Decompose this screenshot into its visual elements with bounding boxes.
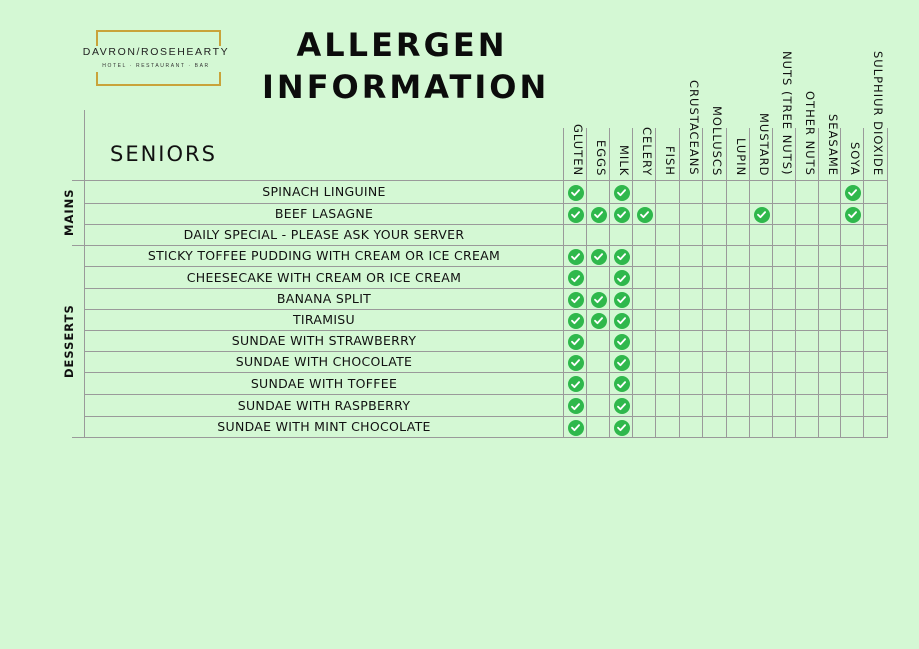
row-divider [84,330,888,331]
check-icon [568,249,584,265]
dish-name: SUNDAE WITH TOFFEE [250,375,398,391]
allergen-header-label: FISH [663,146,677,176]
allergen-header [795,38,817,178]
check-icon [614,355,630,371]
row-divider [84,266,888,267]
category-label: DESSERTS [62,304,76,378]
allergen-header-label: SOYA [848,142,862,176]
dish-name: SPINACH LINGUINE [262,184,386,199]
allergen-column-divider [887,128,888,437]
row-divider [84,203,888,204]
check-icon [568,355,584,371]
category-label: MAINS [62,188,76,237]
row-divider [72,180,888,181]
allergen-header-label: CRUSTACEANS [687,80,701,176]
allergen-header-label: SEASAME [826,113,840,176]
row-divider [84,309,888,310]
logo-frame-bottom [96,72,221,86]
check-icon [614,420,630,436]
row-divider [84,351,888,352]
dish-name: CHEESECAKE WITH CREAM OR ICE CREAM [186,269,462,285]
check-icon [568,420,584,436]
check-icon [614,270,630,286]
check-icon [614,313,630,329]
row-divider [84,394,888,395]
allergen-header [679,38,701,178]
row-divider [84,224,888,225]
allergen-header-label: MUSTARD [757,112,771,176]
allergen-header-label: CELERY [640,126,654,176]
logo-name: DAVRON/ROSEHEARTY [82,46,230,58]
allergen-header-label: MOLLUSCS [710,105,724,176]
allergen-header [863,38,885,178]
allergen-header [772,38,794,178]
row-divider [72,245,888,246]
dish-name: SUNDAE WITH MINT CHOCOLATE [217,419,431,434]
check-icon [614,207,630,223]
allergen-header [655,38,677,178]
check-icon [614,185,630,201]
check-icon [591,313,607,329]
check-icon [568,185,584,201]
check-icon [568,207,584,223]
check-icon [614,249,630,265]
row-divider [84,288,888,289]
allergen-header [749,38,771,178]
check-icon [614,398,630,414]
allergen-header [702,38,724,178]
check-icon [568,292,584,308]
row-divider [72,437,888,438]
check-icon [637,207,653,223]
check-icon [568,334,584,350]
row-divider [84,372,888,373]
check-icon [845,185,861,201]
allergen-header [586,38,608,178]
dish-name: SUNDAE WITH CHOCOLATE [235,354,413,369]
allergen-header [609,38,631,178]
check-icon [614,292,630,308]
allergen-header-label: MILK [617,144,631,176]
row-divider [84,416,888,417]
allergen-header [563,38,585,178]
check-icon [568,398,584,414]
check-icon [614,334,630,350]
section-title: SENIORS [110,142,217,166]
check-icon [845,207,861,223]
logo-tagline: HOTEL · RESTAURANT · BAR [102,63,210,69]
check-icon [591,292,607,308]
check-icon [568,313,584,329]
dish-name: STICKY TOFFEE PUDDING WITH CREAM OR ICE CREAM [147,248,501,263]
allergen-header [818,38,840,178]
dish-name: DAILY SPECIAL - PLEASE ASK YOUR SERVER [183,227,465,242]
allergen-header [840,38,862,178]
logo [73,30,239,86]
allergen-header-label: OTHER NUTS [803,91,817,176]
dish-name: SUNDAE WITH STRAWBERRY [231,333,417,348]
dish-name: SUNDAE WITH RASPBERRY [237,397,411,413]
allergen-header-label: LUPIN [734,137,748,176]
dish-name: BANANA SPLIT [276,291,372,306]
dish-name: TIRAMISU [292,312,355,327]
check-icon [568,270,584,286]
allergen-header [632,38,654,178]
page-title-line-2: INFORMATION [262,68,550,106]
check-icon [614,376,630,392]
dish-name: BEEF LASAGNE [274,206,374,221]
check-icon [591,207,607,223]
allergen-header-label: SULPHIUR DIOXIDE [871,50,885,176]
check-icon [754,207,770,223]
page-title-line-1: ALLERGEN [296,26,508,64]
allergen-header [726,38,748,178]
logo-frame-top [96,30,221,46]
check-icon [568,376,584,392]
allergen-header-label: EGGS [594,139,608,176]
allergen-header-label: NUTS (TREE NUTS) [780,51,794,176]
allergen-header-label: GLUTEN [571,123,585,176]
check-icon [591,249,607,265]
